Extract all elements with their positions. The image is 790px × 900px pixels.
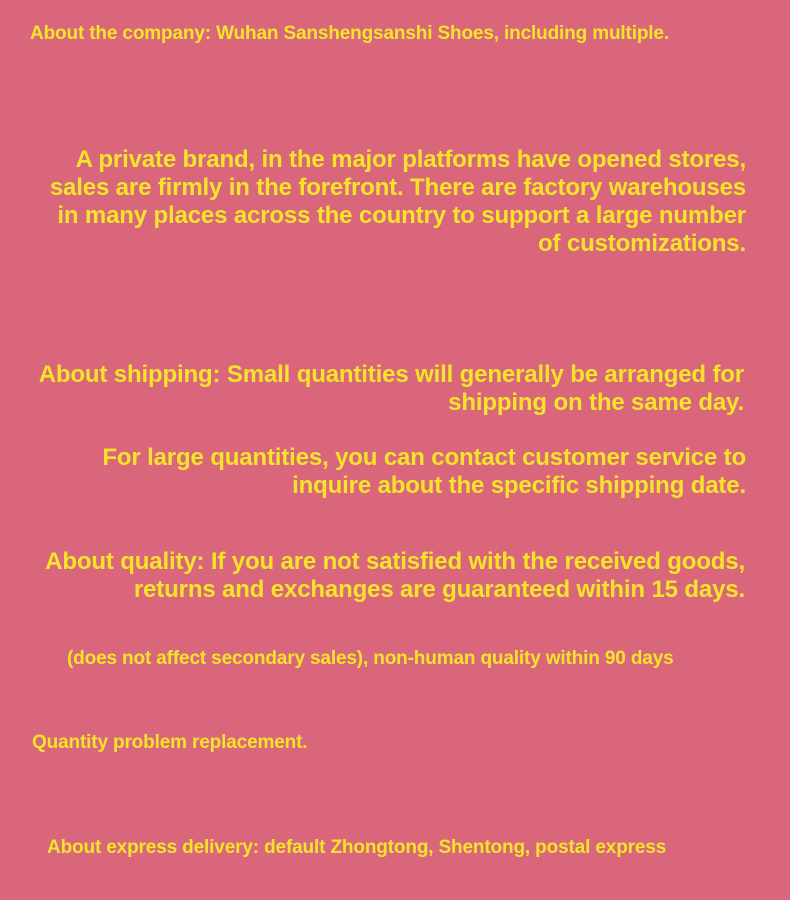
quality-text [45,548,745,604]
secondary-sales-text: (does not affect secondary sales), non-human quality within 90 days [67,648,674,669]
replacement-text: Quantity problem replacement. [32,732,308,753]
large-quantities-text [102,444,746,500]
about-company-text: About the company: Wuhan Sanshengsanshi Shoes, including multiple. [30,23,669,44]
brand-statement-line: A private brand, in the major platforms have opened stores, [75,146,746,173]
large-quantities-line: For large quantities, you can contact customer service to [102,444,746,471]
shipping-text [39,361,744,417]
shipping-line: shipping on the same day. [448,389,744,416]
brand-statement-line: of customizations. [538,230,746,257]
large-quantities-line: inquire about the specific shipping date. [292,472,746,499]
express-delivery-text: About express delivery: default Zhongtong, Shentong, postal express [47,837,667,858]
brand-statement-line: in many places across the country to support a large number [57,202,746,229]
brand-statement-text [50,146,746,258]
quality-line: returns and exchanges are guaranteed within 15 days. [133,576,745,603]
shipping-line: About shipping: Small quantities will generally be arranged for [38,361,744,388]
brand-statement-line: sales are firmly in the forefront. There are factory warehouses [49,174,746,201]
quality-line: About quality: If you are not satisfied with the received goods, [45,548,745,575]
